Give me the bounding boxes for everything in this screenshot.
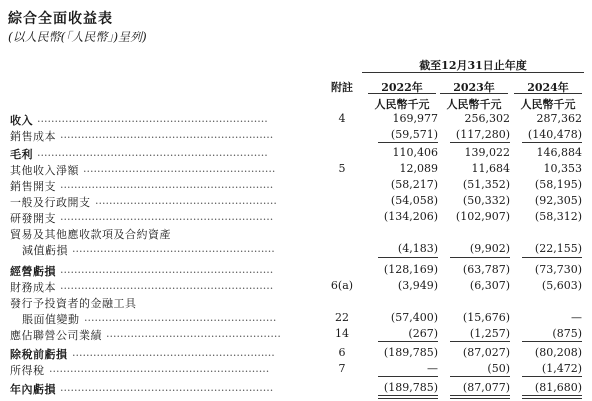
period-header: 截至12月31日止年度 bbox=[419, 59, 527, 72]
row-label: 研發開支 bbox=[10, 212, 56, 225]
table-row bbox=[0, 325, 592, 341]
row-value-2023: (15,676) bbox=[462, 311, 510, 324]
row-value-2024: — bbox=[571, 311, 582, 324]
subtotal-rule bbox=[522, 257, 582, 258]
row-note: 22 bbox=[335, 311, 349, 324]
unit-header: 人民幣千元 bbox=[446, 98, 502, 111]
subtotal-rule bbox=[522, 341, 582, 342]
row-note: 5 bbox=[338, 162, 346, 175]
row-label: 銷售開支 bbox=[10, 180, 56, 193]
period-header-rule bbox=[362, 72, 584, 73]
row-value-2023: (63,787) bbox=[462, 263, 510, 276]
row-value-2023: (87,077) bbox=[462, 381, 510, 394]
row-value-2024: (5,603) bbox=[541, 279, 582, 292]
table-row bbox=[0, 126, 592, 142]
row-value-2024: 146,884 bbox=[536, 146, 582, 159]
row-label: 發行予投資者的金融工具 bbox=[10, 297, 137, 310]
row-label: 貿易及其他應收款項及合約資產 bbox=[10, 228, 171, 241]
table-row bbox=[0, 176, 592, 192]
subtotal-rule bbox=[378, 341, 438, 342]
statement-subtitle: (以人民幣(「人民幣」)呈列) bbox=[8, 30, 147, 44]
statement-title: 綜合全面收益表 bbox=[8, 11, 113, 27]
subtotal-rule bbox=[378, 257, 438, 258]
row-value-2023: 256,302 bbox=[464, 112, 510, 125]
total-double-rule bbox=[522, 395, 582, 399]
subtotal-rule bbox=[450, 341, 510, 342]
table-row bbox=[0, 261, 592, 277]
table-row bbox=[0, 208, 592, 224]
leader-dots: ............................................................. bbox=[60, 128, 274, 140]
row-value-2024: 287,362 bbox=[536, 112, 582, 125]
leader-dots: ....................................................... bbox=[83, 162, 276, 174]
row-value-2023: (1,257) bbox=[469, 327, 510, 340]
row-value-2022: (189,785) bbox=[383, 346, 438, 359]
unit-header: 人民幣千元 bbox=[374, 98, 430, 111]
leader-dots: .......................................................... bbox=[72, 346, 275, 358]
row-value-2022: (54,058) bbox=[390, 194, 438, 207]
row-note: 6 bbox=[338, 346, 346, 359]
note-column-header: 附註 bbox=[331, 81, 353, 94]
table-row bbox=[0, 110, 592, 126]
row-note: 4 bbox=[338, 112, 346, 125]
row-value-2024: (92,305) bbox=[534, 194, 582, 207]
table-row bbox=[0, 344, 592, 360]
row-note: 14 bbox=[335, 327, 349, 340]
row-value-2022: 110,406 bbox=[392, 146, 438, 159]
row-label: 減值虧損 bbox=[22, 244, 68, 257]
row-label: 一般及行政開支 bbox=[10, 196, 91, 209]
row-label: 其他收入淨額 bbox=[10, 164, 79, 177]
row-value-2023: (50,332) bbox=[462, 194, 510, 207]
row-value-2022: (59,571) bbox=[390, 128, 438, 141]
row-value-2023: (87,027) bbox=[462, 346, 510, 359]
row-label: 財務成本 bbox=[10, 281, 56, 294]
table-row bbox=[0, 192, 592, 208]
row-value-2023: 139,022 bbox=[464, 146, 510, 159]
row-value-2022: — bbox=[427, 362, 438, 375]
row-value-2022: (128,169) bbox=[383, 263, 438, 276]
row-value-2022: (267) bbox=[408, 327, 438, 340]
table-row bbox=[0, 309, 592, 325]
row-value-2024: (80,208) bbox=[534, 346, 582, 359]
year-header-rule bbox=[368, 93, 436, 94]
table-row bbox=[0, 224, 592, 240]
row-label: 賬面值變動 bbox=[22, 313, 80, 326]
subtotal-rule bbox=[378, 142, 438, 143]
subtotal-rule bbox=[378, 376, 438, 377]
row-value-2024: (73,730) bbox=[534, 263, 582, 276]
row-value-2023: (50) bbox=[487, 362, 510, 375]
row-value-2024: (58,312) bbox=[534, 210, 582, 223]
leader-dots: ............................................................. bbox=[60, 381, 274, 393]
row-value-2022: (58,217) bbox=[390, 178, 438, 191]
subtotal-rule bbox=[522, 376, 582, 377]
row-value-2023: (6,307) bbox=[469, 279, 510, 292]
row-value-2023: (9,902) bbox=[469, 242, 510, 255]
row-value-2022: (57,400) bbox=[390, 311, 438, 324]
year-header-rule bbox=[440, 93, 508, 94]
year-header-2022: 2022年 bbox=[381, 81, 423, 94]
row-label: 銷售成本 bbox=[10, 130, 56, 143]
row-value-2023: (117,280) bbox=[455, 128, 510, 141]
row-label: 收入 bbox=[10, 114, 33, 127]
row-value-2022: (4,183) bbox=[397, 242, 438, 255]
row-label: 除稅前虧損 bbox=[10, 348, 68, 361]
row-value-2022: 169,977 bbox=[392, 112, 438, 125]
leader-dots: ............................................................... bbox=[49, 362, 270, 374]
row-value-2024: (58,195) bbox=[534, 178, 582, 191]
table-row bbox=[0, 277, 592, 293]
row-label: 年內虧損 bbox=[10, 383, 56, 396]
leader-dots: ............................................................. bbox=[60, 279, 274, 291]
row-value-2024: (875) bbox=[552, 327, 582, 340]
row-value-2024: (1,472) bbox=[541, 362, 582, 375]
row-label: 經營虧損 bbox=[10, 265, 56, 278]
row-note: 7 bbox=[338, 362, 346, 375]
row-note: 6(a) bbox=[330, 279, 354, 292]
subtotal-rule bbox=[522, 142, 582, 143]
leader-dots: ............................................................. bbox=[60, 263, 274, 275]
leader-dots: .................................................................. bbox=[37, 112, 268, 124]
row-value-2024: (81,680) bbox=[534, 381, 582, 394]
row-label: 應佔聯營公司業績 bbox=[10, 329, 102, 342]
unit-header: 人民幣千元 bbox=[520, 98, 576, 111]
total-double-rule bbox=[450, 395, 510, 399]
row-value-2024: (140,478) bbox=[527, 128, 582, 141]
subtotal-rule bbox=[450, 376, 510, 377]
leader-dots: ....................................................... bbox=[84, 311, 277, 323]
total-double-rule bbox=[378, 395, 438, 399]
row-value-2022: (134,206) bbox=[383, 210, 438, 223]
row-value-2024: (22,155) bbox=[534, 242, 582, 255]
leader-dots: .................................................... bbox=[95, 194, 277, 206]
row-value-2023: 11,684 bbox=[471, 162, 510, 175]
subtotal-rule bbox=[450, 142, 510, 143]
leader-dots: ............................................................. bbox=[60, 178, 274, 190]
row-value-2022: (3,949) bbox=[397, 279, 438, 292]
row-label: 所得稅 bbox=[10, 364, 45, 377]
table-row bbox=[0, 240, 592, 256]
row-label: 毛利 bbox=[10, 148, 33, 161]
table-row bbox=[0, 160, 592, 176]
year-header-2024: 2024年 bbox=[527, 81, 569, 94]
table-row bbox=[0, 379, 592, 395]
subtotal-rule bbox=[450, 257, 510, 258]
leader-dots: ............................................................. bbox=[60, 210, 274, 222]
table-row bbox=[0, 360, 592, 376]
leader-dots: .................................................................. bbox=[37, 146, 268, 158]
table-row bbox=[0, 144, 592, 160]
row-value-2022: (189,785) bbox=[383, 381, 438, 394]
leader-dots: .................................................. bbox=[106, 327, 281, 339]
row-value-2024: 10,353 bbox=[543, 162, 582, 175]
row-value-2023: (102,907) bbox=[455, 210, 510, 223]
year-header-2023: 2023年 bbox=[453, 81, 495, 94]
row-value-2023: (51,352) bbox=[462, 178, 510, 191]
table-row bbox=[0, 293, 592, 309]
leader-dots: .......................................................... bbox=[72, 242, 275, 254]
row-value-2022: 12,089 bbox=[399, 162, 438, 175]
year-header-rule bbox=[514, 93, 582, 94]
